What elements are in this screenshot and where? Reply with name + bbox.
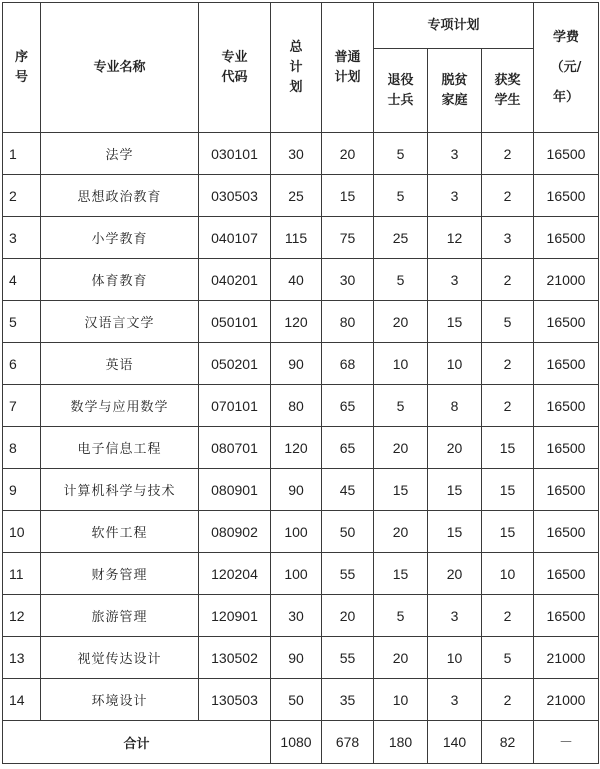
cell-seq: 7 (3, 385, 41, 427)
cell-seq: 4 (3, 259, 41, 301)
cell-seq: 3 (3, 217, 41, 259)
cell-fee: 16500 (534, 427, 599, 469)
cell-major-code: 040107 (199, 217, 271, 259)
cell-major-name: 法学 (41, 133, 199, 175)
table-row (3, 511, 599, 553)
cell-seq: 10 (3, 511, 41, 553)
cell-fee: 16500 (534, 595, 599, 637)
cell-seq: 14 (3, 679, 41, 721)
cell-veteran: 10 (374, 679, 428, 721)
cell-total: 80 (271, 385, 322, 427)
cell-major-code: 030503 (199, 175, 271, 217)
cell-veteran: 15 (374, 469, 428, 511)
cell-award: 2 (482, 175, 534, 217)
table-body (3, 133, 599, 721)
cell-total: 100 (271, 511, 322, 553)
header-tuition: 学费 （元/ 年） (534, 3, 599, 133)
table-row (3, 343, 599, 385)
cell-total: 25 (271, 175, 322, 217)
cell-major-code: 030101 (199, 133, 271, 175)
cell-major-code: 120901 (199, 595, 271, 637)
cell-major-name: 环境设计 (41, 679, 199, 721)
cell-fee: 21000 (534, 259, 599, 301)
table-row (3, 637, 599, 679)
table-row (3, 469, 599, 511)
cell-award: 2 (482, 595, 534, 637)
table-row (3, 175, 599, 217)
cell-award: 5 (482, 301, 534, 343)
cell-award: 10 (482, 553, 534, 595)
cell-award: 5 (482, 637, 534, 679)
cell-seq: 6 (3, 343, 41, 385)
cell-total: 115 (271, 217, 322, 259)
table-row (3, 679, 599, 721)
cell-award: 15 (482, 469, 534, 511)
cell-major-name: 体育教育 (41, 259, 199, 301)
table-row (3, 301, 599, 343)
cell-fee: 16500 (534, 343, 599, 385)
cell-fee: 16500 (534, 385, 599, 427)
total-row (3, 721, 599, 764)
cell-major-name: 旅游管理 (41, 595, 199, 637)
cell-total: 90 (271, 469, 322, 511)
cell-seq: 13 (3, 637, 41, 679)
cell-poverty: 3 (428, 259, 482, 301)
table-row (3, 595, 599, 637)
cell-major-code: 070101 (199, 385, 271, 427)
cell-veteran: 20 (374, 637, 428, 679)
cell-award: 2 (482, 385, 534, 427)
table-row (3, 427, 599, 469)
cell-veteran: 10 (374, 343, 428, 385)
cell-veteran: 5 (374, 385, 428, 427)
cell-poverty: 15 (428, 511, 482, 553)
enrollment-plan-table (2, 2, 599, 764)
cell-major-code: 080901 (199, 469, 271, 511)
cell-major-name: 计算机科学与技术 (41, 469, 199, 511)
cell-seq: 1 (3, 133, 41, 175)
cell-general: 65 (322, 385, 374, 427)
cell-general: 45 (322, 469, 374, 511)
cell-poverty: 8 (428, 385, 482, 427)
cell-fee: 16500 (534, 511, 599, 553)
cell-poverty: 3 (428, 175, 482, 217)
cell-award: 15 (482, 427, 534, 469)
cell-poverty: 15 (428, 469, 482, 511)
cell-major-name: 思想政治教育 (41, 175, 199, 217)
header-special-plan: 专项计划 (374, 3, 534, 49)
cell-award: 2 (482, 259, 534, 301)
cell-total: 90 (271, 637, 322, 679)
cell-major-code: 040201 (199, 259, 271, 301)
header-total: 总 计 划 (271, 3, 322, 133)
cell-general: 15 (322, 175, 374, 217)
cell-general: 68 (322, 343, 374, 385)
cell-major-name: 英语 (41, 343, 199, 385)
cell-major-name: 视觉传达设计 (41, 637, 199, 679)
cell-award: 3 (482, 217, 534, 259)
cell-major-code: 130503 (199, 679, 271, 721)
cell-total: 120 (271, 301, 322, 343)
cell-major-name: 财务管理 (41, 553, 199, 595)
cell-poverty: 3 (428, 595, 482, 637)
cell-fee: 21000 (534, 679, 599, 721)
cell-veteran: 20 (374, 427, 428, 469)
cell-poverty: 20 (428, 427, 482, 469)
cell-major-code: 050101 (199, 301, 271, 343)
cell-general: 30 (322, 259, 374, 301)
cell-general: 55 (322, 553, 374, 595)
cell-veteran: 20 (374, 511, 428, 553)
cell-poverty: 12 (428, 217, 482, 259)
cell-major-name: 数学与应用数学 (41, 385, 199, 427)
cell-major-name: 软件工程 (41, 511, 199, 553)
cell-general: 20 (322, 133, 374, 175)
cell-veteran: 20 (374, 301, 428, 343)
cell-general: 20 (322, 595, 374, 637)
cell-major-code: 080902 (199, 511, 271, 553)
cell-veteran: 15 (374, 553, 428, 595)
cell-major-code: 120204 (199, 553, 271, 595)
cell-veteran: 5 (374, 133, 428, 175)
total-general: 678 (322, 721, 374, 764)
total-label: 合计 (3, 721, 271, 764)
cell-award: 2 (482, 133, 534, 175)
cell-major-name: 小学教育 (41, 217, 199, 259)
cell-total: 40 (271, 259, 322, 301)
header-general: 普通 计划 (322, 3, 374, 133)
cell-general: 80 (322, 301, 374, 343)
cell-major-code: 130502 (199, 637, 271, 679)
table-header (3, 3, 599, 133)
cell-total: 90 (271, 343, 322, 385)
header-veteran: 退役 士兵 (374, 49, 428, 133)
cell-seq: 9 (3, 469, 41, 511)
cell-veteran: 5 (374, 259, 428, 301)
cell-fee: 16500 (534, 469, 599, 511)
cell-total: 50 (271, 679, 322, 721)
cell-seq: 8 (3, 427, 41, 469)
header-major-code: 专业 代码 (199, 3, 271, 133)
table-row (3, 217, 599, 259)
cell-fee: 16500 (534, 553, 599, 595)
cell-general: 75 (322, 217, 374, 259)
cell-poverty: 10 (428, 637, 482, 679)
cell-fee: 16500 (534, 217, 599, 259)
cell-fee: 16500 (534, 133, 599, 175)
cell-general: 50 (322, 511, 374, 553)
cell-poverty: 10 (428, 343, 482, 385)
cell-total: 100 (271, 553, 322, 595)
cell-major-name: 电子信息工程 (41, 427, 199, 469)
table-row (3, 553, 599, 595)
cell-total: 30 (271, 595, 322, 637)
cell-general: 35 (322, 679, 374, 721)
table-row (3, 259, 599, 301)
cell-poverty: 20 (428, 553, 482, 595)
header-major-name: 专业名称 (41, 3, 199, 133)
cell-seq: 5 (3, 301, 41, 343)
cell-seq: 12 (3, 595, 41, 637)
cell-fee: 21000 (534, 637, 599, 679)
table-row (3, 133, 599, 175)
cell-total: 120 (271, 427, 322, 469)
cell-general: 55 (322, 637, 374, 679)
header-award: 获奖 学生 (482, 49, 534, 133)
cell-total: 30 (271, 133, 322, 175)
cell-major-code: 050201 (199, 343, 271, 385)
total-veteran: 180 (374, 721, 428, 764)
cell-award: 15 (482, 511, 534, 553)
total-total: 1080 (271, 721, 322, 764)
cell-major-name: 汉语言文学 (41, 301, 199, 343)
header-seq: 序 号 (3, 3, 41, 133)
cell-award: 2 (482, 679, 534, 721)
header-poverty: 脱贫 家庭 (428, 49, 482, 133)
cell-poverty: 15 (428, 301, 482, 343)
cell-fee: 16500 (534, 175, 599, 217)
cell-major-code: 080701 (199, 427, 271, 469)
total-poverty: 140 (428, 721, 482, 764)
cell-general: 65 (322, 427, 374, 469)
total-award: 82 (482, 721, 534, 764)
cell-poverty: 3 (428, 679, 482, 721)
cell-seq: 2 (3, 175, 41, 217)
cell-veteran: 25 (374, 217, 428, 259)
cell-seq: 11 (3, 553, 41, 595)
cell-poverty: 3 (428, 133, 482, 175)
cell-veteran: 5 (374, 175, 428, 217)
cell-veteran: 5 (374, 595, 428, 637)
cell-award: 2 (482, 343, 534, 385)
cell-fee: 16500 (534, 301, 599, 343)
table-row (3, 385, 599, 427)
total-fee: － (534, 721, 599, 764)
